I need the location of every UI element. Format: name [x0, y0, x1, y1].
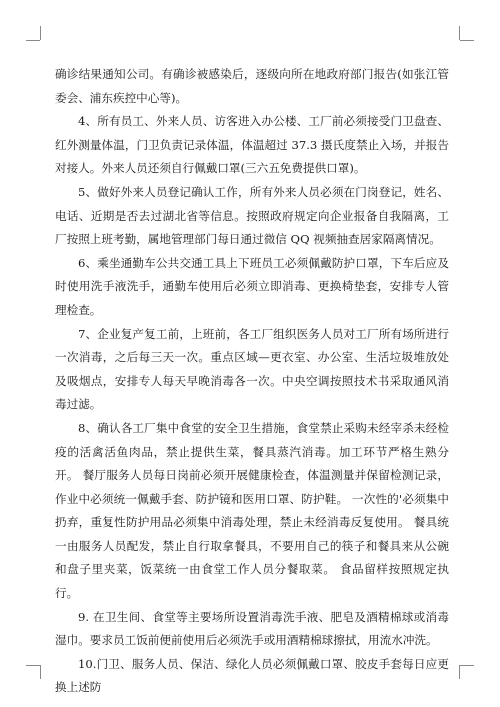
paragraph-item-5: 5、做好外来人员登记确认工作，所有外来人员必须在门岗登记，姓名、电话、近期是否去过湖北省等信息。按照政府规定向企业报备自我隔离，工厂按照上班考勤，属地管理部门每日通过微信 QQ 视频抽查居家隔离情况。 — [55, 184, 449, 247]
crop-mark-bottom-left-v — [40, 665, 41, 679]
crop-mark-bottom-right-v — [459, 665, 460, 679]
paragraph-item-9: 9. 在卫生间、食堂等主要场所设置消毒洗手液、肥皂及酒精棉球或消毒湿巾。要求员工饭前便前使用后必须洗手或用酒精棉球擦拭，用流水冲洗。 — [55, 609, 449, 648]
document-body — [55, 63, 449, 700]
crop-mark-top-left-v — [40, 26, 41, 40]
paragraph-item-4: 4、所有员工、外来人员、访客进入办公楼、工厂前必须接受门卫盘查、红外测量体温，门卫负责记录体温，体温超过 37.3 摄氏度禁止入场，并报告对接人。外来人员还须自行佩戴口罩(三六五免费提供口罩)。 — [55, 114, 449, 176]
paragraph-item-6: 6、乘坐通勤车公共交通工具上下班员工必须佩戴防护口罩，下车后应及时使用洗手液洗手，通勤车使用后必须立即消毒、更换椅垫套，安排专人管理检查。 — [55, 255, 449, 317]
crop-mark-bottom-right-h — [460, 665, 474, 666]
paragraph-item-8: 8、确认各工厂集中食堂的安全卫生措施，食堂禁止采购未经宰杀未经检疫的活禽活鱼肉品，禁止提供生菜，餐具蒸汽消毒。加工环节严格生熟分开。 餐厅服务人员每日岗前必须开展健康检查，体温测量并保留检测记录，作业中必须统一佩戴手套、防护镜和医用口罩、防护鞋。 一次性的'必须集中扔弃，重复性防护用品必须集中消毒处理，禁止未经消毒反复使用。 餐具统一由服务人员配发，禁止自行取拿餐具，不要用自己的筷子和餐具来从公碗和盘子里夹菜，饭菜统一由食堂工作人员分餐取菜。 食品留样按照规定执行。 — [55, 420, 449, 601]
crop-mark-top-right-v — [459, 26, 460, 40]
crop-mark-bottom-left-h — [26, 665, 40, 666]
paragraph-item-10: 10.门卫、服务人员、保洁、绿化人员必须佩戴口罩、胶皮手套每日应更换上述防 — [55, 656, 449, 695]
crop-mark-top-left-h — [26, 40, 40, 41]
paragraph-continuation: 确诊结果通知公司。有确诊被感染后，逐级向所在地政府部门报告(如张江管委会、浦东疾控中心等)。 — [55, 67, 449, 105]
crop-mark-top-right-h — [460, 40, 474, 41]
paragraph-item-7: 7、企业复产复工前，上班前，各工厂组织医务人员对工厂所有场所进行一次消毒，之后每三天一次。重点区域—更衣室、办公室、生活垃圾堆放处及吸烟点，安排专人每天早晚消毒各一次。中央空调按照技术书采取通风消毒过滤。 — [55, 326, 449, 412]
